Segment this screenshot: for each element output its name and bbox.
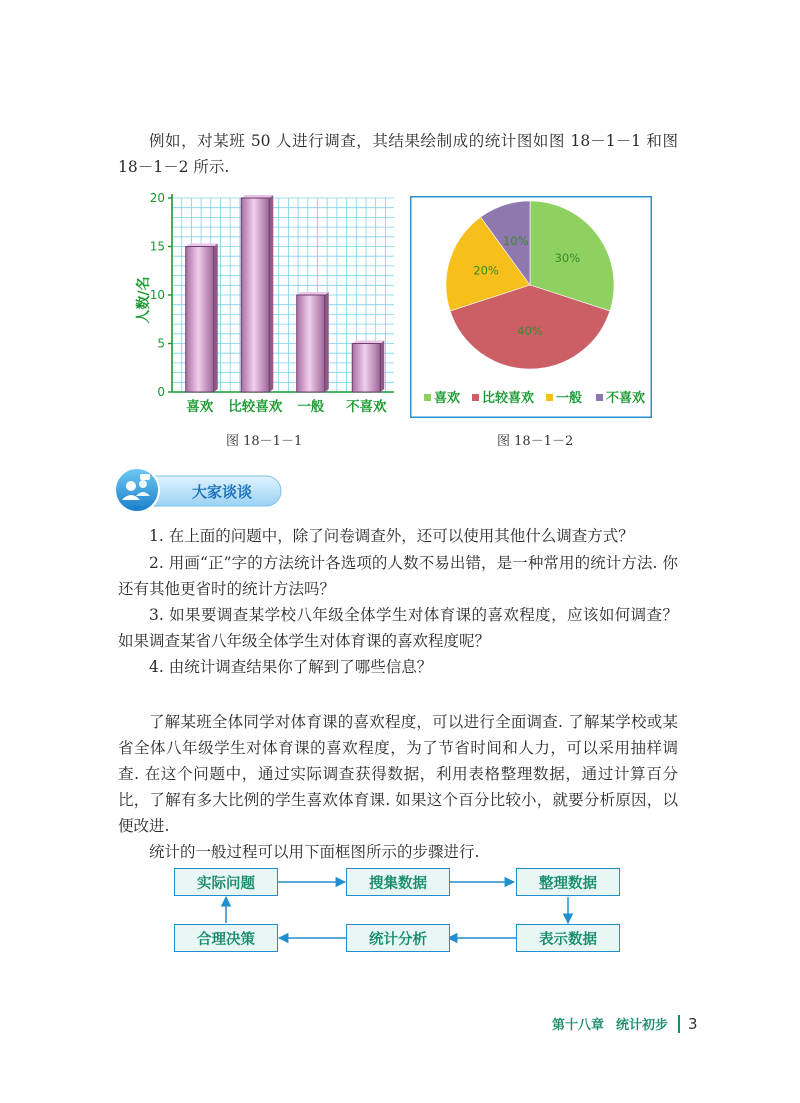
bar-chart <box>128 192 398 422</box>
question-2: 2. 用画“正”字的方法统计各选项的人数不易出错，是一种常用的统计方法. 你还有其他更省时的统计方法吗？ <box>118 554 678 598</box>
bar-chart-caption: 图 18－1－1 <box>226 434 303 449</box>
page-footer <box>552 1014 698 1033</box>
flow-step-statistical-analysis: 统计分析 <box>346 924 450 952</box>
legend-label: 比较喜欢 <box>482 391 535 406</box>
y-tick-label: 0 <box>157 385 165 399</box>
x-category-label: 比较喜欢 <box>228 399 283 415</box>
flow-step-practical-problem: 实际问题 <box>174 868 278 896</box>
flow-step-organize-data: 整理数据 <box>516 868 620 896</box>
bar <box>297 292 329 392</box>
legend-item <box>472 390 534 406</box>
bar <box>352 341 384 393</box>
bar-chart-y-label: 人数/名 <box>136 276 152 324</box>
flow-intro: 统计的一般过程可以用下面框图所示的步骤进行. <box>149 843 480 861</box>
x-category-label: 不喜欢 <box>346 399 387 415</box>
pie-chart-caption: 图 18－1－2 <box>497 434 574 449</box>
discussion-banner <box>110 466 285 514</box>
bar-chart-y-ticks <box>150 192 172 399</box>
legend-label: 一般 <box>556 391 583 406</box>
footer-title: 统计初步 <box>616 1018 669 1033</box>
flow-step-collect-data: 搜集数据 <box>346 868 450 896</box>
footer-chapter: 第十八章 <box>552 1018 605 1033</box>
pie-slice-label: 20% <box>473 263 499 278</box>
flow-step-represent-data: 表示数据 <box>516 924 620 952</box>
footer-divider <box>678 1015 680 1033</box>
pie-slice-label: 10% <box>502 234 529 249</box>
discussion-title: 大家谈谈 <box>192 483 253 501</box>
question-4: 4. 由统计调查结果你了解到了哪些信息？ <box>149 658 433 676</box>
x-category-label: 一般 <box>297 399 325 415</box>
question-3: 3. 如果要调查某学校八年级全体学生对体育课的喜欢程度，应该如何调查？如果调查某省八年级全体学生对体育课的喜欢程度呢？ <box>118 606 678 650</box>
flow-step-reasonable-decision: 合理决策 <box>174 924 278 952</box>
intro-paragraph: 例如，对某班 50 人进行调查，其结果绘制成的统计图如图 18－1－1 和图 18－1－2 所示. <box>118 132 678 176</box>
y-tick-label: 20 <box>149 192 165 205</box>
page-number: 3 <box>688 1014 698 1033</box>
question-1: 1. 在上面的问题中，除了问卷调查外，还可以使用其他什么调查方式？ <box>149 527 634 545</box>
bar-chart-categories <box>186 398 387 415</box>
y-tick-label: 15 <box>149 239 165 254</box>
y-tick-label: 5 <box>157 336 165 351</box>
pie-slice-label: 30% <box>554 250 581 265</box>
y-tick-label: 10 <box>149 288 165 302</box>
legend-label: 喜欢 <box>434 391 461 406</box>
pie-slice-label: 40% <box>517 324 543 339</box>
bar <box>241 195 273 392</box>
pie-chart-slices <box>446 201 614 369</box>
pie-chart <box>410 196 652 418</box>
legend-label: 不喜欢 <box>606 391 646 406</box>
body-paragraph: 了解某班全体同学对体育课的喜欢程度，可以进行全面调查. 了解某学校或某省全体八年级学生对体育课的喜欢程度，为了节省时间和人力，可以采用抽样调查. 在这个问题中，通过实际调查获得数据，利用表格整理数据，通过计算百分比，了解有多大比例的学生喜欢体育课. 如果这个百分比较小，就要分析原因，以便改进. <box>118 713 678 835</box>
bar <box>186 244 218 393</box>
x-category-label: 喜欢 <box>186 399 214 415</box>
